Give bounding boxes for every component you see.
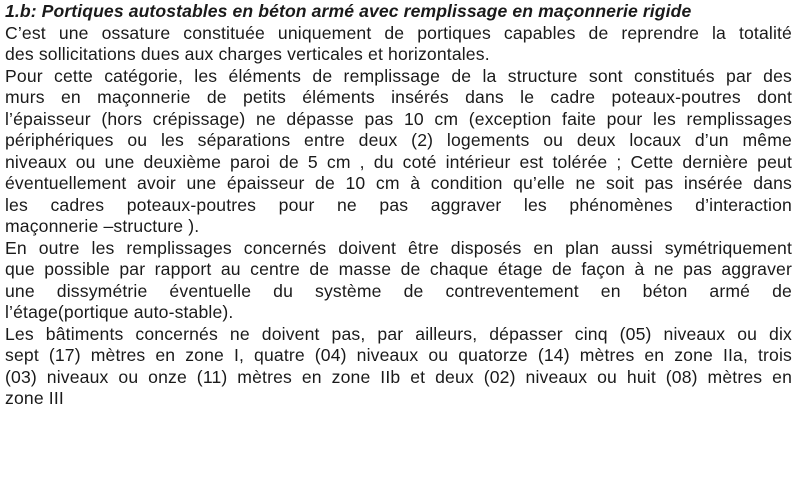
text-line: zone III: [5, 388, 64, 408]
text-line: que possible par rapport au centre de masse de chaque étage de façon à ne pas aggraver: [5, 259, 792, 279]
paragraph-1: [4, 23, 792, 66]
text-line: l’épaisseur (hors crépissage) ne dépasse pas 10 cm (exception faite pour les remplissages: [5, 108, 792, 129]
paragraph-2: [4, 66, 792, 238]
text-line: maçonnerie –structure ).: [5, 216, 200, 236]
text-line: sept (17) mètres en zone I, quatre (04) niveaux ou quatorze (14) mètres en zone IIa, trois: [5, 345, 792, 365]
text-line: des sollicitations dues aux charges verticales et horizontales.: [5, 44, 490, 64]
paragraph-4: [4, 324, 792, 410]
document-page: [4, 0, 792, 410]
text-line: éventuellement avoir une épaisseur de 10 cm à condition qu’elle ne soit pas insérée dans: [5, 173, 792, 193]
text-line: les cadres poteaux-poutres pour ne pas aggraver les phénomènes d’interaction: [5, 194, 792, 215]
text-line: une dissymétrie éventuelle du système de contreventement en béton armé de: [5, 280, 792, 301]
section-title: 1.b: Portiques autostables en béton armé avec remplissage en maçonnerie rigide: [5, 1, 692, 21]
text-line: C’est une ossature constituée uniquement de portiques capables de reprendre la totalité: [5, 22, 792, 43]
text-line: Pour cette catégorie, les éléments de remplissage de la structure sont constitués par des: [5, 65, 792, 86]
text-line: niveaux ou une deuxième paroi de 5 cm , du coté intérieur est tolérée ; Cette dernière peut: [5, 151, 792, 172]
text-line: l’étage(portique auto-stable).: [5, 302, 234, 322]
text-line: périphériques ou les séparations entre deux (2) logements ou deux locaux d’un même: [5, 130, 792, 150]
text-line: Les bâtiments concernés ne doivent pas, par ailleurs, dépasser cinq (05) niveaux ou dix: [5, 323, 792, 344]
text-line: murs en maçonnerie de petits éléments insérés dans le cadre poteaux-poutres dont: [5, 87, 792, 107]
text-line: (03) niveaux ou onze (11) mètres en zone IIb et deux (02) niveaux ou huit (08) mètres en: [5, 366, 792, 387]
paragraph-3: [4, 238, 792, 324]
text-line: En outre les remplissages concernés doivent être disposés en plan aussi symétriquement: [5, 237, 792, 258]
